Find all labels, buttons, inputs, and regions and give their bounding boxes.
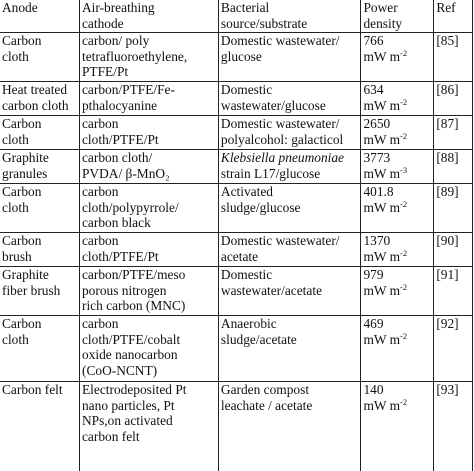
header-bacterial: Bacterial source/substrate <box>218 0 361 33</box>
power-exponent: -3 <box>400 164 408 175</box>
power-exponent: -2 <box>400 396 408 407</box>
cell-anode: Carbon cloth <box>0 33 79 82</box>
cell-cathode: carbon cloth/PTFE/Pt <box>79 116 218 150</box>
cell-anode: Graphite granules <box>0 150 79 184</box>
cell-power-density <box>361 233 434 267</box>
power-exponent: -2 <box>400 47 408 58</box>
cell-bacterial <box>218 116 361 150</box>
power-value: 1370 mW m <box>363 233 401 264</box>
power-exponent: -2 <box>400 247 408 258</box>
cell-power-density <box>361 150 434 184</box>
bacterial-species: Klebsiella pneumoniae <box>220 150 345 165</box>
bacterial-text: Domestic wastewater/glucose <box>220 82 326 113</box>
bacterial-text: Domestic wastewater/acetate <box>220 267 323 298</box>
power-exponent: -2 <box>400 130 408 141</box>
cell-bacterial <box>218 33 361 82</box>
header-anode: Anode <box>0 0 79 33</box>
cell-cathode: carbon cloth/PTFE/Pt <box>79 233 218 267</box>
table-row <box>0 33 473 82</box>
cell-bacterial <box>218 267 361 316</box>
power-exponent: -2 <box>400 96 408 107</box>
cell-bacterial <box>218 233 361 267</box>
power-value: 766 mW m <box>363 33 401 64</box>
header-ref: Ref <box>434 0 473 33</box>
cell-cathode: carbon cloth/polypyrrole/ carbon black <box>79 184 218 233</box>
bacterial-text: Garden compost leachate / acetate <box>220 382 313 413</box>
power-exponent: -2 <box>400 281 408 292</box>
cell-power-density <box>361 382 434 471</box>
cell-ref: [85] <box>434 33 473 82</box>
cell-anode: Carbon brush <box>0 233 79 267</box>
cell-ref: [89] <box>434 184 473 233</box>
cell-cathode: Electrodeposited Pt nano particles, Pt NPs,on activated carbon felt <box>79 382 218 471</box>
header-cathode: Air-breathing cathode <box>79 0 218 33</box>
power-exponent: -2 <box>400 330 408 341</box>
table-row <box>0 267 473 316</box>
cell-anode: Heat treated carbon cloth <box>0 82 79 116</box>
cell-cathode: carbon cloth/PTFE/cobalt oxide nanocarbon (CoO-NCNT) <box>79 316 218 382</box>
cell-ref: [92] <box>434 316 473 382</box>
cell-cathode: carbon/PTFE/meso porous nitrogen rich carbon (MNC) <box>79 267 218 316</box>
power-value: 979 mW m <box>363 267 401 298</box>
cell-ref: [91] <box>434 267 473 316</box>
cell-ref: [86] <box>434 82 473 116</box>
cell-power-density <box>361 316 434 382</box>
bacterial-text: Domestic wastewater/ glucose <box>220 33 340 64</box>
cell-power-density <box>361 267 434 316</box>
cell-ref: [87] <box>434 116 473 150</box>
power-value: 2650 mW m <box>363 116 401 147</box>
cell-power-density <box>361 184 434 233</box>
cell-bacterial <box>218 382 361 471</box>
table-row <box>0 316 473 382</box>
table-row <box>0 184 473 233</box>
power-value: 634 mW m <box>363 82 401 113</box>
cell-power-density <box>361 116 434 150</box>
cell-bacterial <box>218 82 361 116</box>
power-value: 401.8 mW m <box>363 184 401 215</box>
cell-anode: Carbon cloth <box>0 116 79 150</box>
bacterial-text: Anaerobic sludge/acetate <box>220 316 297 347</box>
power-exponent: -2 <box>400 198 408 209</box>
header-power-density: Power density <box>361 0 434 33</box>
cell-power-density <box>361 82 434 116</box>
cell-cathode: carbon cloth/ PVDA/ β-MnO₂ <box>79 150 218 184</box>
power-value: 3773 mW m <box>363 150 401 181</box>
cell-anode: Carbon felt <box>0 382 79 471</box>
cell-ref: [93] <box>434 382 473 471</box>
table-row <box>0 116 473 150</box>
header-row <box>0 0 473 33</box>
table-row <box>0 233 473 267</box>
cell-anode: Carbon cloth <box>0 316 79 382</box>
cell-cathode: carbon/PTFE/Fe- pthalocyanine <box>79 82 218 116</box>
power-value: 469 mW m <box>363 316 401 347</box>
cell-anode: Graphite fiber brush <box>0 267 79 316</box>
power-value: 140 mW m <box>363 382 401 413</box>
cell-ref: [90] <box>434 233 473 267</box>
bacterial-text: Activated sludge/glucose <box>220 184 301 215</box>
cell-ref: [88] <box>434 150 473 184</box>
bacterial-text: Domestic wastewater/ polyalcohol: galacticol <box>220 116 344 147</box>
cell-bacterial <box>218 150 361 184</box>
cell-bacterial <box>218 184 361 233</box>
table-row <box>0 382 473 471</box>
cell-cathode: carbon/ poly tetrafluoroethylene, PTFE/Pt <box>79 33 218 82</box>
bacterial-text: Domestic wastewater/ acetate <box>220 233 340 264</box>
bacterial-text: strain L17/glucose <box>220 165 321 181</box>
table-row <box>0 82 473 116</box>
cell-bacterial <box>218 316 361 382</box>
table-row <box>0 150 473 184</box>
cell-anode: Carbon cloth <box>0 184 79 233</box>
cell-power-density <box>361 33 434 82</box>
